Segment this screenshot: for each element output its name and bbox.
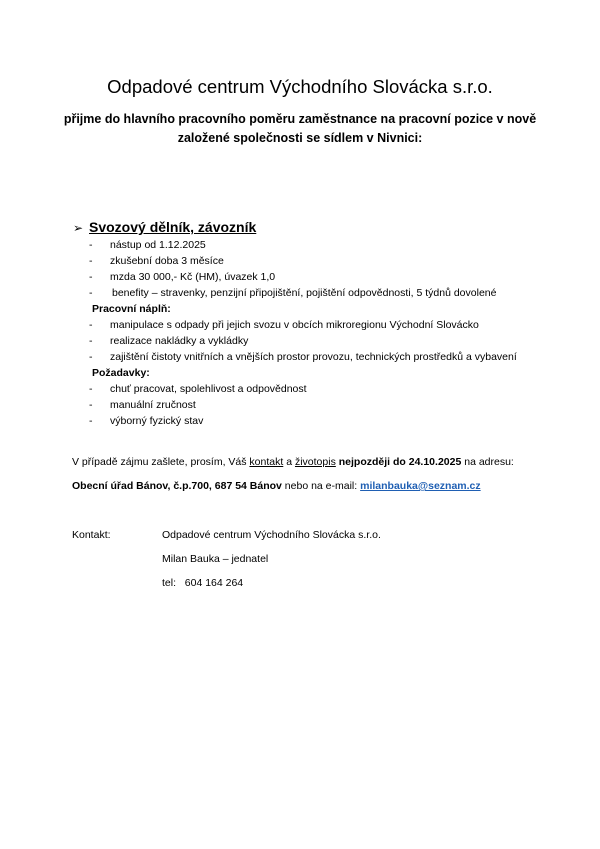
application-address: Obecní úřad Bánov, č.p.700, 687 54 Bánov nebo na e-mail: milanbauka@seznam.cz (72, 480, 481, 492)
company-title: Odpadové centrum Východního Slovácka s.r.o. (107, 76, 493, 97)
duties-heading: Pracovní náplň: (92, 303, 171, 315)
contact-label: Kontakt: (72, 529, 111, 541)
list-item: - realizace nakládky a vykládky (89, 335, 249, 347)
position-heading (73, 218, 256, 237)
arrow-bullet-icon: ➢ (73, 221, 84, 235)
postal-address: Obecní úřad Bánov, č.p.700, 687 54 Bánov (72, 480, 282, 492)
list-item: - mzda 30 000,- Kč (HM), úvazek 1,0 (89, 271, 276, 283)
requirements-heading: Požadavky: (92, 367, 150, 379)
zivotopis-text: životopis (294, 456, 336, 468)
list-item: - zajištění čistoty vnitřních a vnějších prostor provozu, technických prostředků a vybavení (89, 351, 517, 363)
contact-phone: tel: 604 164 264 (162, 577, 244, 589)
job-intro-line-2: založené společnosti se sídlem v Nivnici: (177, 131, 423, 145)
duties-list (89, 317, 517, 365)
requirements-list (89, 381, 307, 429)
list-item: - výborný fyzický stav (89, 415, 204, 427)
kontakt-text: kontakt (249, 456, 284, 468)
job-intro (40, 110, 560, 148)
list-item: - nástup od 1.12.2025 (89, 239, 206, 251)
list-item: - manuální zručnost (89, 399, 196, 411)
conditions-list (89, 237, 496, 301)
deadline: nejpozději do 24.10.2025 (338, 456, 462, 468)
email-link[interactable]: milanbauka@seznam.cz (360, 480, 481, 492)
contact-company: Odpadové centrum Východního Slovácka s.r.o. (162, 529, 381, 541)
application-instructions: V případě zájmu zašlete, prosím, Váš kontakt a životopis nejpozději do 24.10.2025 na adresu: (72, 456, 514, 468)
list-item: - zkušební doba 3 měsíce (89, 255, 224, 267)
list-item: - benefity – stravenky, penzijní připojištění, pojištění odpovědnosti, 5 týdnů dovolené (89, 287, 497, 299)
job-intro-line-1: přijme do hlavního pracovního poměru zaměstnance na pracovní pozice v nově (63, 112, 537, 126)
position-title: Svozový dělník, závozník (89, 219, 257, 235)
list-item: - manipulace s odpady při jejich svozu v obcích mikroregionu Východní Slovácko (89, 319, 479, 331)
contact-person: Milan Bauka – jednatel (162, 553, 269, 565)
list-item: - chuť pracovat, spolehlivost a odpovědnost (89, 383, 307, 395)
